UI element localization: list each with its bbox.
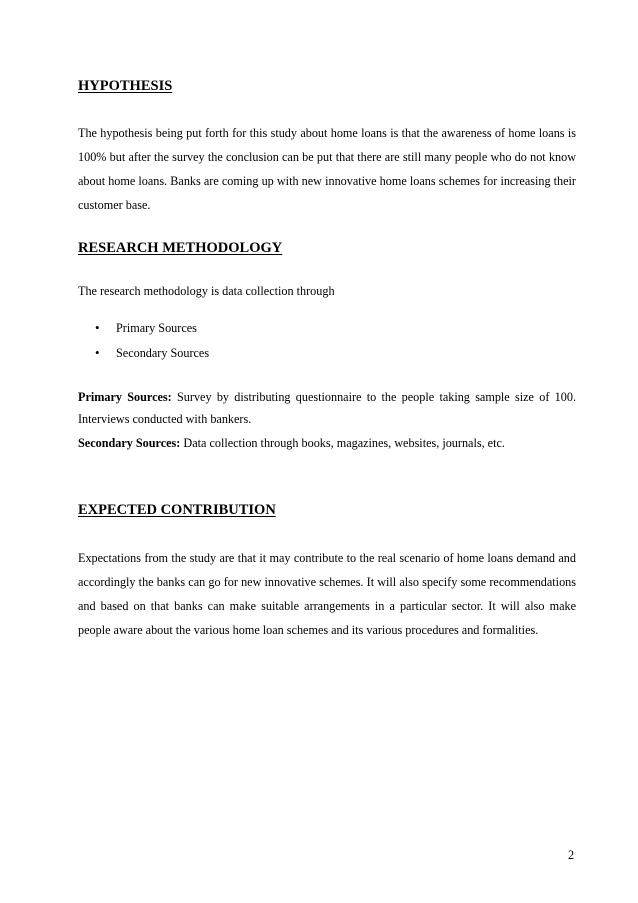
bullet-icon: • [95, 345, 100, 360]
research-methodology-heading: RESEARCH METHODOLOGY [78, 240, 283, 256]
primary-sources-label: Primary Sources: [78, 390, 172, 404]
bullet-label: Secondary Sources [116, 346, 210, 360]
expected-contribution-heading: EXPECTED CONTRIBUTION [78, 502, 276, 518]
bullet-label: Primary Sources [116, 321, 197, 335]
bullet-icon: • [95, 320, 100, 335]
secondary-sources-text: Data collection through books, magazines, websites, journals, etc. [180, 436, 505, 450]
primary-sources-text: Survey by distributing questionnaire to the people taking sample size of 100. Interviews conducted with bankers. [78, 390, 576, 426]
page-number: 2 [568, 848, 575, 862]
expected-contribution-paragraph: Expectations from the study are that it may contribute to the real scenario of home loans demand and accordingly the banks can go for new innovative schemes. It will also specify some recommendations and based on that banks can make suitable arrangements in a particular sector. It will also make people aware about the various home loan schemes and its various procedures and formalities. [78, 551, 576, 637]
primary-sources-paragraph [78, 386, 576, 430]
bullet-item-secondary [95, 345, 209, 361]
secondary-sources-label: Secondary Sources: [78, 436, 181, 450]
hypothesis-heading: HYPOTHESIS [78, 78, 173, 94]
secondary-sources-line [78, 436, 505, 451]
research-methodology-intro: The research methodology is data collection through [78, 284, 335, 298]
bullet-item-primary [95, 320, 197, 336]
hypothesis-paragraph: The hypothesis being put forth for this study about home loans is that the awareness of home loans is 100% but after the survey the conclusion can be put that there are still many people who do not know about home loans. Banks are coming up with new innovative home loans schemes for increasing their customer base. [78, 126, 576, 212]
